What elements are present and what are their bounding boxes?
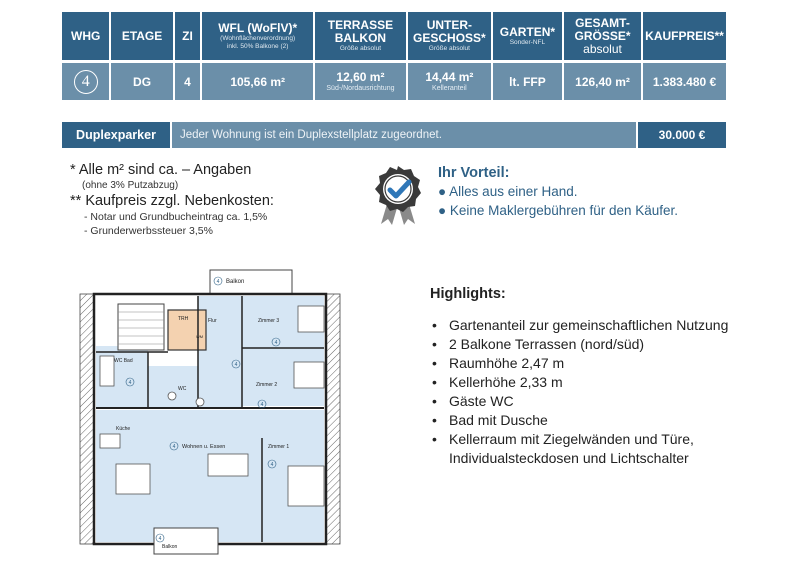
duplex-price: 30.000 € bbox=[638, 122, 726, 148]
header-untergeschoss: UNTER- GESCHOSS* Größe absolut bbox=[408, 12, 491, 60]
highlights-title: Highlights: bbox=[430, 286, 506, 302]
header-wfl: WFL (WoFlV)* (Wohnflächenverordnung) inkl. 50% Balkone (2) bbox=[202, 12, 313, 60]
highlights-list bbox=[430, 316, 790, 468]
highlight-item: • Bad mit Dusche bbox=[430, 411, 790, 430]
advantage-box bbox=[438, 164, 758, 220]
svg-text:4: 4 bbox=[172, 444, 176, 450]
svg-text:4: 4 bbox=[128, 380, 132, 386]
svg-text:4: 4 bbox=[270, 462, 274, 468]
plan-label-wohnen: Wohnen u. Essen bbox=[182, 444, 226, 450]
advantage-item: ● Alles aus einer Hand. bbox=[438, 184, 578, 199]
plan-label-trh: TRH bbox=[178, 316, 189, 322]
highlight-item: • Gäste WC bbox=[430, 392, 790, 411]
plan-label-zimmer3: Zimmer 3 bbox=[258, 318, 280, 324]
note-notar: - Notar und Grundbucheintrag ca. 1,5% bbox=[84, 211, 268, 223]
table-row bbox=[62, 63, 726, 100]
advantage-title: Ihr Vorteil: bbox=[438, 165, 510, 181]
cell-garten: lt. FFP bbox=[493, 63, 562, 100]
highlight-item-continued: Individualsteckdosen und Lichtschalter bbox=[449, 450, 689, 466]
svg-text:4: 4 bbox=[274, 340, 278, 346]
cell-whg bbox=[62, 63, 109, 100]
cell-wfl: 105,66 m² bbox=[202, 63, 313, 100]
unit-number-badge: 4 bbox=[74, 70, 98, 94]
cell-etage: DG bbox=[111, 63, 172, 100]
plan-label-balkon-top: Balkon bbox=[226, 279, 245, 285]
svg-text:4: 4 bbox=[158, 536, 162, 542]
highlight-item: • Kellerhöhe 2,33 m bbox=[430, 373, 790, 392]
header-etage: ETAGE bbox=[111, 12, 172, 60]
highlight-item: • Kellerraum mit Ziegelwänden und Türe, bbox=[430, 430, 790, 449]
svg-text:4: 4 bbox=[260, 402, 264, 408]
plan-label-kueche: Küche bbox=[116, 426, 131, 432]
header-kaufpreis: KAUFPREIS** bbox=[643, 12, 726, 60]
header-terrasse: TERRASSE BALKON Größe absolut bbox=[315, 12, 406, 60]
plan-label-balkon-bottom: Balkon bbox=[162, 544, 178, 550]
plan-label-wc: WC bbox=[178, 386, 187, 392]
svg-text:4: 4 bbox=[216, 279, 220, 285]
cell-untergeschoss: 14,44 m² Kelleranteil bbox=[408, 63, 491, 100]
note-price: ** Kaufpreis zzgl. Nebenkosten: bbox=[70, 193, 274, 209]
cell-kaufpreis: 1.383.480 € bbox=[643, 63, 726, 100]
cell-gesamt: 126,40 m² bbox=[564, 63, 641, 100]
header-zi: ZI bbox=[175, 12, 201, 60]
note-steuer: - Grunderwerbssteuer 3,5% bbox=[84, 225, 213, 237]
highlight-item: • Gartenanteil zur gemeinschaftlichen Nutzung bbox=[430, 316, 790, 335]
cell-terrasse: 12,60 m² Süd-/Nordausrichtung bbox=[315, 63, 406, 100]
duplex-text: Jeder Wohnung ist ein Duplexstellplatz zugeordnet. bbox=[172, 122, 636, 148]
quality-badge-icon bbox=[373, 164, 423, 226]
note-area-sub: (ohne 3% Putzabzug) bbox=[82, 180, 179, 191]
table-header-row bbox=[62, 12, 726, 60]
floor-plan bbox=[58, 266, 378, 560]
cell-zi: 4 bbox=[175, 63, 201, 100]
header-gesamt: GESAMT- GRÖSSE* absolut bbox=[564, 12, 641, 60]
plan-label-wcbad: WC Bad bbox=[114, 358, 133, 364]
plan-label-zimmer2: Zimmer 2 bbox=[256, 382, 278, 388]
highlight-item: • 2 Balkone Terrassen (nord/süd) bbox=[430, 335, 790, 354]
note-area: * Alle m² sind ca. – Angaben bbox=[70, 162, 252, 178]
header-garten: GARTEN* Sonder-NFL bbox=[493, 12, 562, 60]
plan-label-zimmer1: Zimmer 1 bbox=[268, 444, 290, 450]
plan-label-flur: Flur bbox=[208, 318, 217, 324]
advantage-item: ● Keine Maklergebühren für den Käufer. bbox=[438, 203, 679, 218]
duplex-label: Duplexparker bbox=[62, 122, 170, 148]
svg-text:4: 4 bbox=[234, 362, 238, 368]
duplex-row bbox=[62, 122, 726, 148]
header-whg: WHG bbox=[62, 12, 109, 60]
footnotes bbox=[70, 162, 370, 238]
highlights-section bbox=[430, 286, 790, 468]
plan-label-wm: WM bbox=[196, 334, 204, 339]
highlight-item: • Raumhöhe 2,47 m bbox=[430, 354, 790, 373]
